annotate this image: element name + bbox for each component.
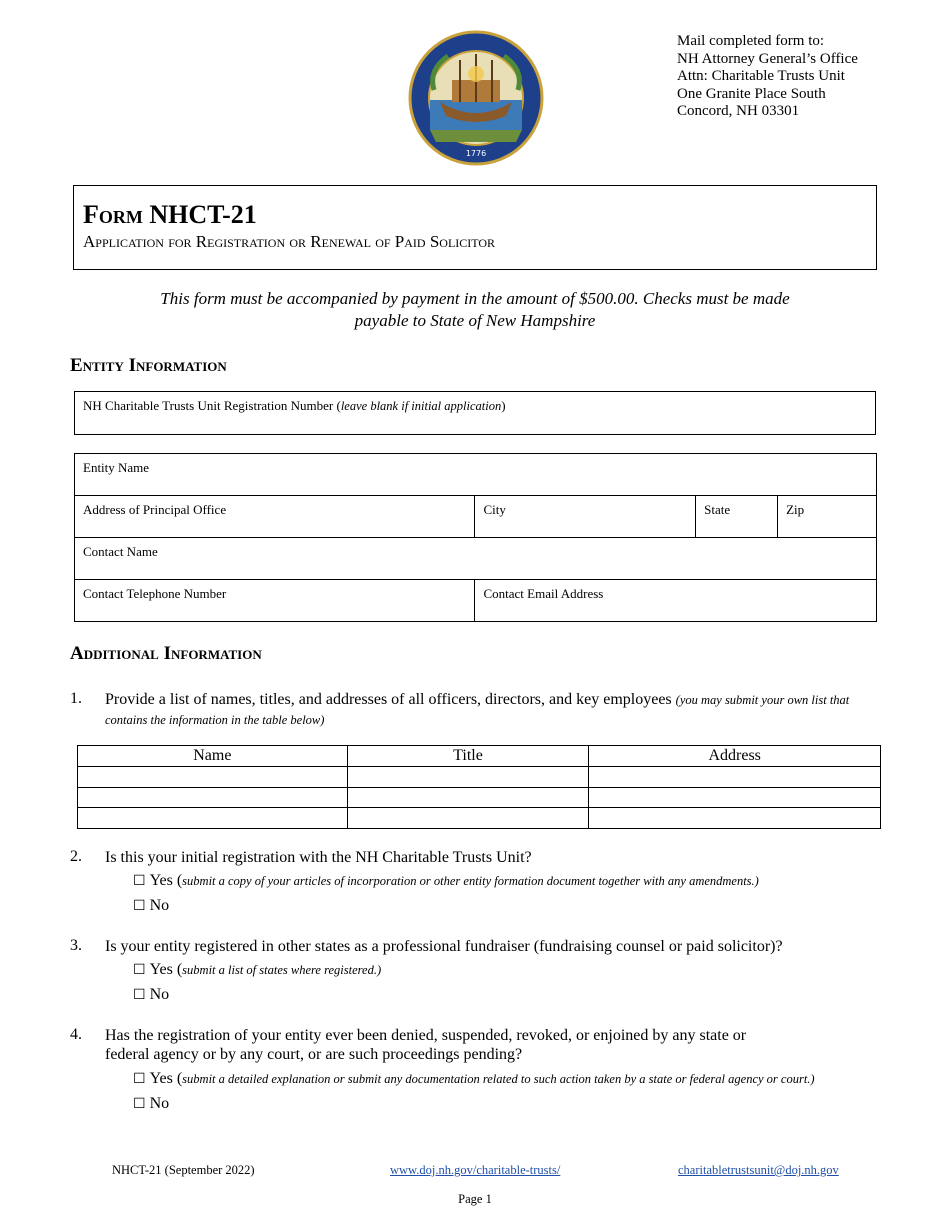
table-cell[interactable] xyxy=(78,767,348,788)
question-text: Is your entity registered in other states as a professional fundraiser (fundraising counsel or paid solicitor)? xyxy=(105,938,783,955)
additional-information-heading: Additional Information xyxy=(70,643,262,664)
table-cell[interactable] xyxy=(347,787,589,808)
mailing-line: Attn: Charitable Trusts Unit xyxy=(677,68,845,85)
yes-note: submit a detailed explanation or submit any documentation related to such action taken by a state or federal agency or court.) xyxy=(182,1072,815,1086)
question-4-text xyxy=(105,1026,885,1064)
q4-no-option[interactable] xyxy=(133,1095,169,1113)
entity-fields-table xyxy=(74,453,877,622)
yes-label: Yes xyxy=(149,872,173,889)
state-seal-logo xyxy=(408,30,544,166)
question-note: (you may submit your own list that contains the information in the table below) xyxy=(105,693,850,727)
question-number: 2. xyxy=(70,848,82,865)
payment-note xyxy=(0,288,950,332)
question-text: Is this your initial registration with the NH Charitable Trusts Unit? xyxy=(105,849,532,866)
registration-number-note: leave blank if initial application xyxy=(340,399,502,413)
city-label: City xyxy=(483,502,506,517)
table-cell[interactable] xyxy=(589,767,881,788)
question-number: 3. xyxy=(70,937,82,954)
table-cell[interactable] xyxy=(78,787,348,808)
mailing-address xyxy=(677,33,858,121)
no-label: No xyxy=(149,1095,170,1112)
q2-yes-option[interactable] xyxy=(133,872,759,890)
entity-name-label: Entity Name xyxy=(83,460,150,475)
registration-number-close: ) xyxy=(501,398,506,413)
mailing-line: Concord, NH 03301 xyxy=(677,103,800,120)
footer-email xyxy=(678,1163,839,1178)
entity-information-heading: Entity Information xyxy=(70,355,227,376)
contact-name-field[interactable] xyxy=(75,538,877,580)
checkbox-icon[interactable]: ☐ xyxy=(133,1071,146,1087)
note-paren: ( xyxy=(176,1070,183,1087)
table-cell[interactable] xyxy=(78,808,348,829)
column-header-name: Name xyxy=(78,746,348,767)
mailing-line: One Granite Place South xyxy=(677,85,826,102)
yes-note: submit a list of states where registered.) xyxy=(182,963,382,977)
footer-website xyxy=(390,1163,560,1178)
yes-label: Yes xyxy=(149,1070,173,1087)
zip-label: Zip xyxy=(786,502,805,517)
table-cell[interactable] xyxy=(347,808,589,829)
city-field[interactable] xyxy=(475,496,696,538)
contact-name-label: Contact Name xyxy=(83,544,158,559)
address-label: Address of Principal Office xyxy=(83,502,227,517)
q2-no-option[interactable] xyxy=(133,897,169,915)
payment-note-line: payable to State of New Hampshire xyxy=(354,311,596,330)
state-field[interactable] xyxy=(696,496,778,538)
checkbox-icon[interactable]: ☐ xyxy=(133,987,146,1003)
state-label: State xyxy=(704,502,731,517)
registration-number-table xyxy=(74,391,876,435)
table-cell[interactable] xyxy=(589,808,881,829)
mailing-line: Mail completed form to: xyxy=(677,33,825,49)
table-cell[interactable] xyxy=(589,787,881,808)
svg-text:1776: 1776 xyxy=(465,149,487,158)
checkbox-icon[interactable]: ☐ xyxy=(133,962,146,978)
email-link[interactable]: charitabletrustsunit@doj.nh.gov xyxy=(678,1163,839,1177)
question-1-text xyxy=(105,690,850,730)
table-row xyxy=(78,808,881,829)
contact-phone-label: Contact Telephone Number xyxy=(83,586,227,601)
question-number: 4. xyxy=(70,1026,82,1043)
address-field[interactable] xyxy=(75,496,475,538)
footer-form-id: NHCT-21 (September 2022) xyxy=(112,1163,255,1177)
table-cell[interactable] xyxy=(347,767,589,788)
note-paren: ( xyxy=(176,961,183,978)
registration-number-label: NH Charitable Trusts Unit Registration Number ( xyxy=(83,398,341,413)
contact-phone-field[interactable] xyxy=(75,580,475,622)
q3-yes-option[interactable] xyxy=(133,961,381,979)
question-number: 1. xyxy=(70,690,82,707)
yes-label: Yes xyxy=(149,961,173,978)
checkbox-icon[interactable]: ☐ xyxy=(133,1096,146,1112)
table-row xyxy=(78,767,881,788)
form-title-box xyxy=(73,185,877,270)
yes-note: submit a copy of your articles of incorporation or other entity formation document together with any amendments.) xyxy=(182,874,759,888)
question-text: Provide a list of names, titles, and addresses of all officers, directors, and key employees xyxy=(105,691,672,708)
table-row xyxy=(78,787,881,808)
entity-name-field[interactable] xyxy=(75,454,877,496)
officers-table xyxy=(77,745,881,829)
note-paren: ( xyxy=(176,872,183,889)
contact-email-label: Contact Email Address xyxy=(483,586,604,601)
checkbox-icon[interactable]: ☐ xyxy=(133,873,146,889)
contact-email-field[interactable] xyxy=(475,580,877,622)
website-link[interactable]: www.doj.nh.gov/charitable-trusts/ xyxy=(390,1163,561,1177)
no-label: No xyxy=(149,897,170,914)
mailing-line: NH Attorney General’s Office xyxy=(677,50,858,67)
question-text-line: Has the registration of your entity ever been denied, suspended, revoked, or enjoined by any state or xyxy=(105,1027,747,1044)
column-header-title: Title xyxy=(347,746,589,767)
form-subtitle: Application for Registration or Renewal of Paid Solicitor xyxy=(83,232,496,251)
form-title: Form NHCT-21 xyxy=(83,200,257,229)
q4-yes-option[interactable] xyxy=(133,1070,815,1088)
payment-note-line: This form must be accompanied by payment in the amount of $500.00. Checks must be made xyxy=(160,289,790,308)
registration-number-field[interactable] xyxy=(75,392,876,435)
column-header-address: Address xyxy=(589,746,881,767)
no-label: No xyxy=(149,986,170,1003)
question-text-line: federal agency or by any court, or are such proceedings pending? xyxy=(105,1046,523,1063)
page-number: Page 1 xyxy=(458,1192,492,1206)
q3-no-option[interactable] xyxy=(133,986,169,1004)
checkbox-icon[interactable]: ☐ xyxy=(133,898,146,914)
zip-field[interactable] xyxy=(778,496,877,538)
